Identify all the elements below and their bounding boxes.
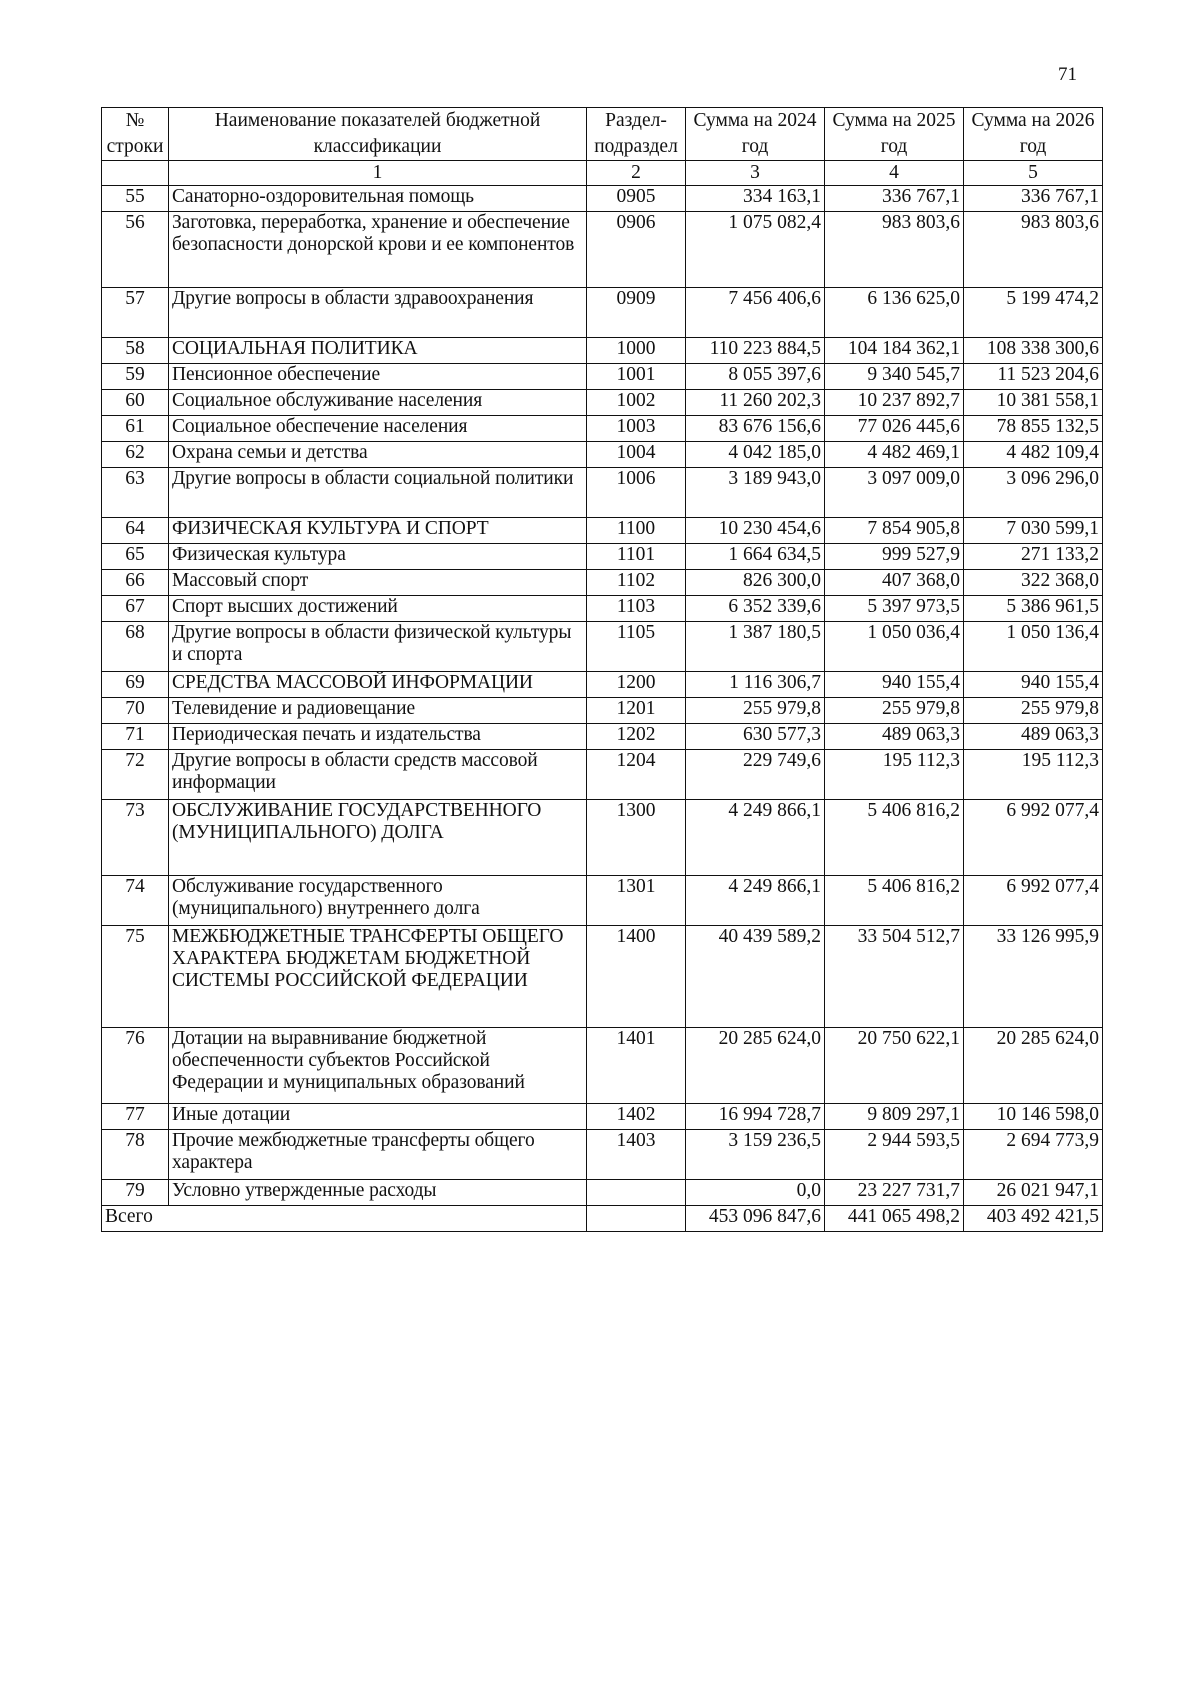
- row-amount-2026: 78 855 132,5: [964, 416, 1103, 442]
- row-amount-2024: 4 042 185,0: [686, 442, 825, 468]
- row-number: 56: [102, 212, 169, 288]
- header-row: [102, 108, 1103, 161]
- row-amount-2024: 110 223 884,5: [686, 338, 825, 364]
- row-amount-2024: 8 055 397,6: [686, 364, 825, 390]
- row-name: МЕЖБЮДЖЕТНЫЕ ТРАНСФЕРТЫ ОБЩЕГО ХАРАКТЕРА БЮДЖЕТАМ БЮДЖЕТНОЙ СИСТЕМЫ РОССИЙСКОЙ ФЕДЕРАЦИИ: [169, 926, 587, 1028]
- table-row: [102, 468, 1103, 518]
- row-code: 1101: [587, 544, 686, 570]
- row-code: 1401: [587, 1028, 686, 1104]
- row-code: 1202: [587, 724, 686, 750]
- row-amount-2025: 23 227 731,7: [825, 1180, 964, 1206]
- row-name: Телевидение и радиовещание: [169, 698, 587, 724]
- row-code: 1204: [587, 750, 686, 800]
- row-amount-2024: 630 577,3: [686, 724, 825, 750]
- row-amount-2025: 983 803,6: [825, 212, 964, 288]
- row-amount-2024: 4 249 866,1: [686, 876, 825, 926]
- row-amount-2026: 7 030 599,1: [964, 518, 1103, 544]
- row-amount-2026: 489 063,3: [964, 724, 1103, 750]
- row-number: 62: [102, 442, 169, 468]
- row-number: 73: [102, 800, 169, 876]
- row-number: 69: [102, 672, 169, 698]
- row-number: 79: [102, 1180, 169, 1206]
- row-amount-2025: 2 944 593,5: [825, 1130, 964, 1180]
- row-number: 78: [102, 1130, 169, 1180]
- row-code: 1300: [587, 800, 686, 876]
- row-amount-2025: 9 809 297,1: [825, 1104, 964, 1130]
- row-name: Спорт высших достижений: [169, 596, 587, 622]
- table-row: [102, 338, 1103, 364]
- total-code: [587, 1206, 686, 1232]
- row-number: 60: [102, 390, 169, 416]
- header-2026: Сумма на 2026 год: [964, 108, 1103, 161]
- row-code: 1400: [587, 926, 686, 1028]
- row-amount-2025: 5 406 816,2: [825, 876, 964, 926]
- row-name: Периодическая печать и издательства: [169, 724, 587, 750]
- row-number: 71: [102, 724, 169, 750]
- row-amount-2025: 7 854 905,8: [825, 518, 964, 544]
- row-amount-2024: 229 749,6: [686, 750, 825, 800]
- header-row-no: № строки: [102, 108, 169, 161]
- table-row: [102, 800, 1103, 876]
- row-amount-2025: 5 406 816,2: [825, 800, 964, 876]
- table-row: [102, 416, 1103, 442]
- table-row: [102, 622, 1103, 672]
- row-amount-2026: 10 381 558,1: [964, 390, 1103, 416]
- row-name: Другие вопросы в области физической культуры и спорта: [169, 622, 587, 672]
- row-amount-2026: 5 386 961,5: [964, 596, 1103, 622]
- row-code: 1004: [587, 442, 686, 468]
- row-number: 65: [102, 544, 169, 570]
- row-amount-2024: 16 994 728,7: [686, 1104, 825, 1130]
- row-amount-2026: 20 285 624,0: [964, 1028, 1103, 1104]
- total-2024: 453 096 847,6: [686, 1206, 825, 1232]
- row-number: 59: [102, 364, 169, 390]
- row-name: СРЕДСТВА МАССОВОЙ ИНФОРМАЦИИ: [169, 672, 587, 698]
- row-code: 1402: [587, 1104, 686, 1130]
- row-amount-2024: 10 230 454,6: [686, 518, 825, 544]
- row-amount-2026: 271 133,2: [964, 544, 1103, 570]
- row-code: 0906: [587, 212, 686, 288]
- row-code: 1100: [587, 518, 686, 544]
- row-number: 72: [102, 750, 169, 800]
- table-row: [102, 364, 1103, 390]
- row-amount-2026: 6 992 077,4: [964, 800, 1103, 876]
- row-name: Пенсионное обеспечение: [169, 364, 587, 390]
- row-name: Заготовка, переработка, хранение и обеспечение безопасности донорской крови и ее компонентов: [169, 212, 587, 288]
- column-index: 5: [964, 161, 1103, 186]
- row-amount-2026: 10 146 598,0: [964, 1104, 1103, 1130]
- row-amount-2024: 83 676 156,6: [686, 416, 825, 442]
- row-number: 77: [102, 1104, 169, 1130]
- column-index: [102, 161, 169, 186]
- row-name: Другие вопросы в области средств массовой информации: [169, 750, 587, 800]
- row-amount-2025: 20 750 622,1: [825, 1028, 964, 1104]
- row-amount-2026: 3 096 296,0: [964, 468, 1103, 518]
- total-2025: 441 065 498,2: [825, 1206, 964, 1232]
- row-amount-2026: 26 021 947,1: [964, 1180, 1103, 1206]
- row-name: Прочие межбюджетные трансферты общего характера: [169, 1130, 587, 1180]
- table-row: [102, 1180, 1103, 1206]
- row-amount-2025: 77 026 445,6: [825, 416, 964, 442]
- row-amount-2025: 195 112,3: [825, 750, 964, 800]
- row-amount-2025: 255 979,8: [825, 698, 964, 724]
- row-number: 55: [102, 186, 169, 212]
- row-amount-2026: 336 767,1: [964, 186, 1103, 212]
- row-number: 75: [102, 926, 169, 1028]
- row-amount-2024: 11 260 202,3: [686, 390, 825, 416]
- table-row: [102, 1028, 1103, 1104]
- row-amount-2024: 1 075 082,4: [686, 212, 825, 288]
- row-name: Массовый спорт: [169, 570, 587, 596]
- table-row: [102, 724, 1103, 750]
- total-label: Всего: [102, 1206, 587, 1232]
- row-amount-2026: 940 155,4: [964, 672, 1103, 698]
- row-number: 67: [102, 596, 169, 622]
- table-row: [102, 596, 1103, 622]
- row-amount-2026: 4 482 109,4: [964, 442, 1103, 468]
- row-amount-2025: 336 767,1: [825, 186, 964, 212]
- row-name: СОЦИАЛЬНАЯ ПОЛИТИКА: [169, 338, 587, 364]
- total-row: [102, 1206, 1103, 1232]
- table-row: [102, 518, 1103, 544]
- row-amount-2025: 407 368,0: [825, 570, 964, 596]
- row-amount-2025: 104 184 362,1: [825, 338, 964, 364]
- row-number: 70: [102, 698, 169, 724]
- row-amount-2025: 33 504 512,7: [825, 926, 964, 1028]
- table-row: [102, 926, 1103, 1028]
- row-name: Социальное обслуживание населения: [169, 390, 587, 416]
- row-amount-2025: 4 482 469,1: [825, 442, 964, 468]
- row-code: 1001: [587, 364, 686, 390]
- table-row: [102, 390, 1103, 416]
- row-code: 1102: [587, 570, 686, 596]
- row-number: 76: [102, 1028, 169, 1104]
- row-code: 1403: [587, 1130, 686, 1180]
- row-amount-2025: 940 155,4: [825, 672, 964, 698]
- row-amount-2026: 6 992 077,4: [964, 876, 1103, 926]
- row-amount-2024: 7 456 406,6: [686, 288, 825, 338]
- row-code: [587, 1180, 686, 1206]
- row-number: 58: [102, 338, 169, 364]
- row-code: 0905: [587, 186, 686, 212]
- row-amount-2024: 1 116 306,7: [686, 672, 825, 698]
- row-amount-2024: 1 387 180,5: [686, 622, 825, 672]
- row-amount-2026: 11 523 204,6: [964, 364, 1103, 390]
- page-number: 71: [1058, 64, 1077, 85]
- row-name: Другие вопросы в области социальной политики: [169, 468, 587, 518]
- row-amount-2024: 20 285 624,0: [686, 1028, 825, 1104]
- table-row: [102, 288, 1103, 338]
- table-row: [102, 672, 1103, 698]
- row-number: 74: [102, 876, 169, 926]
- row-amount-2024: 6 352 339,6: [686, 596, 825, 622]
- row-amount-2026: 33 126 995,9: [964, 926, 1103, 1028]
- header-code: Раздел-подраздел: [587, 108, 686, 161]
- row-name: Охрана семьи и детства: [169, 442, 587, 468]
- row-amount-2026: 1 050 136,4: [964, 622, 1103, 672]
- row-number: 66: [102, 570, 169, 596]
- table-row: [102, 442, 1103, 468]
- row-number: 68: [102, 622, 169, 672]
- row-name: Обслуживание государственного (муниципального) внутреннего долга: [169, 876, 587, 926]
- row-amount-2024: 255 979,8: [686, 698, 825, 724]
- row-amount-2024: 334 163,1: [686, 186, 825, 212]
- table-row: [102, 1104, 1103, 1130]
- row-amount-2024: 3 159 236,5: [686, 1130, 825, 1180]
- row-code: 1006: [587, 468, 686, 518]
- row-amount-2026: 2 694 773,9: [964, 1130, 1103, 1180]
- column-index-row: [102, 161, 1103, 186]
- budget-table: [101, 107, 1103, 1232]
- row-name: Физическая культура: [169, 544, 587, 570]
- row-name: Дотации на выравнивание бюджетной обеспеченности субъектов Российской Федерации и муниципальных образований: [169, 1028, 587, 1104]
- row-amount-2024: 40 439 589,2: [686, 926, 825, 1028]
- table-row: [102, 212, 1103, 288]
- row-amount-2026: 322 368,0: [964, 570, 1103, 596]
- row-amount-2026: 983 803,6: [964, 212, 1103, 288]
- row-code: 1301: [587, 876, 686, 926]
- row-number: 63: [102, 468, 169, 518]
- row-number: 64: [102, 518, 169, 544]
- row-name: Другие вопросы в области здравоохранения: [169, 288, 587, 338]
- row-amount-2024: 826 300,0: [686, 570, 825, 596]
- row-amount-2025: 10 237 892,7: [825, 390, 964, 416]
- table-row: [102, 544, 1103, 570]
- total-2026: 403 492 421,5: [964, 1206, 1103, 1232]
- row-amount-2025: 1 050 036,4: [825, 622, 964, 672]
- table-row: [102, 876, 1103, 926]
- row-code: 1000: [587, 338, 686, 364]
- row-amount-2025: 9 340 545,7: [825, 364, 964, 390]
- row-amount-2025: 5 397 973,5: [825, 596, 964, 622]
- row-name: Иные дотации: [169, 1104, 587, 1130]
- row-amount-2025: 489 063,3: [825, 724, 964, 750]
- row-number: 61: [102, 416, 169, 442]
- table-row: [102, 186, 1103, 212]
- row-number: 57: [102, 288, 169, 338]
- row-amount-2026: 108 338 300,6: [964, 338, 1103, 364]
- header-name: Наименование показателей бюджетной классификации: [169, 108, 587, 161]
- row-amount-2025: 6 136 625,0: [825, 288, 964, 338]
- row-code: 0909: [587, 288, 686, 338]
- row-amount-2026: 255 979,8: [964, 698, 1103, 724]
- row-name: ОБСЛУЖИВАНИЕ ГОСУДАРСТВЕННОГО (МУНИЦИПАЛЬНОГО) ДОЛГА: [169, 800, 587, 876]
- row-code: 1103: [587, 596, 686, 622]
- row-amount-2024: 4 249 866,1: [686, 800, 825, 876]
- row-amount-2025: 3 097 009,0: [825, 468, 964, 518]
- row-name: Санаторно-оздоровительная помощь: [169, 186, 587, 212]
- column-index: 3: [686, 161, 825, 186]
- table-row: [102, 698, 1103, 724]
- header-2025: Сумма на 2025 год: [825, 108, 964, 161]
- column-index: 1: [169, 161, 587, 186]
- column-index: 2: [587, 161, 686, 186]
- row-name: ФИЗИЧЕСКАЯ КУЛЬТУРА И СПОРТ: [169, 518, 587, 544]
- table-row: [102, 750, 1103, 800]
- row-code: 1002: [587, 390, 686, 416]
- row-code: 1200: [587, 672, 686, 698]
- column-index: 4: [825, 161, 964, 186]
- table-body: [102, 186, 1103, 1206]
- row-amount-2026: 5 199 474,2: [964, 288, 1103, 338]
- row-name: Социальное обеспечение населения: [169, 416, 587, 442]
- row-amount-2026: 195 112,3: [964, 750, 1103, 800]
- row-amount-2024: 3 189 943,0: [686, 468, 825, 518]
- row-name: Условно утвержденные расходы: [169, 1180, 587, 1206]
- header-2024: Сумма на 2024 год: [686, 108, 825, 161]
- table-row: [102, 1130, 1103, 1180]
- row-amount-2025: 999 527,9: [825, 544, 964, 570]
- table-row: [102, 570, 1103, 596]
- row-code: 1003: [587, 416, 686, 442]
- row-amount-2024: 1 664 634,5: [686, 544, 825, 570]
- row-code: 1105: [587, 622, 686, 672]
- row-code: 1201: [587, 698, 686, 724]
- row-amount-2024: 0,0: [686, 1180, 825, 1206]
